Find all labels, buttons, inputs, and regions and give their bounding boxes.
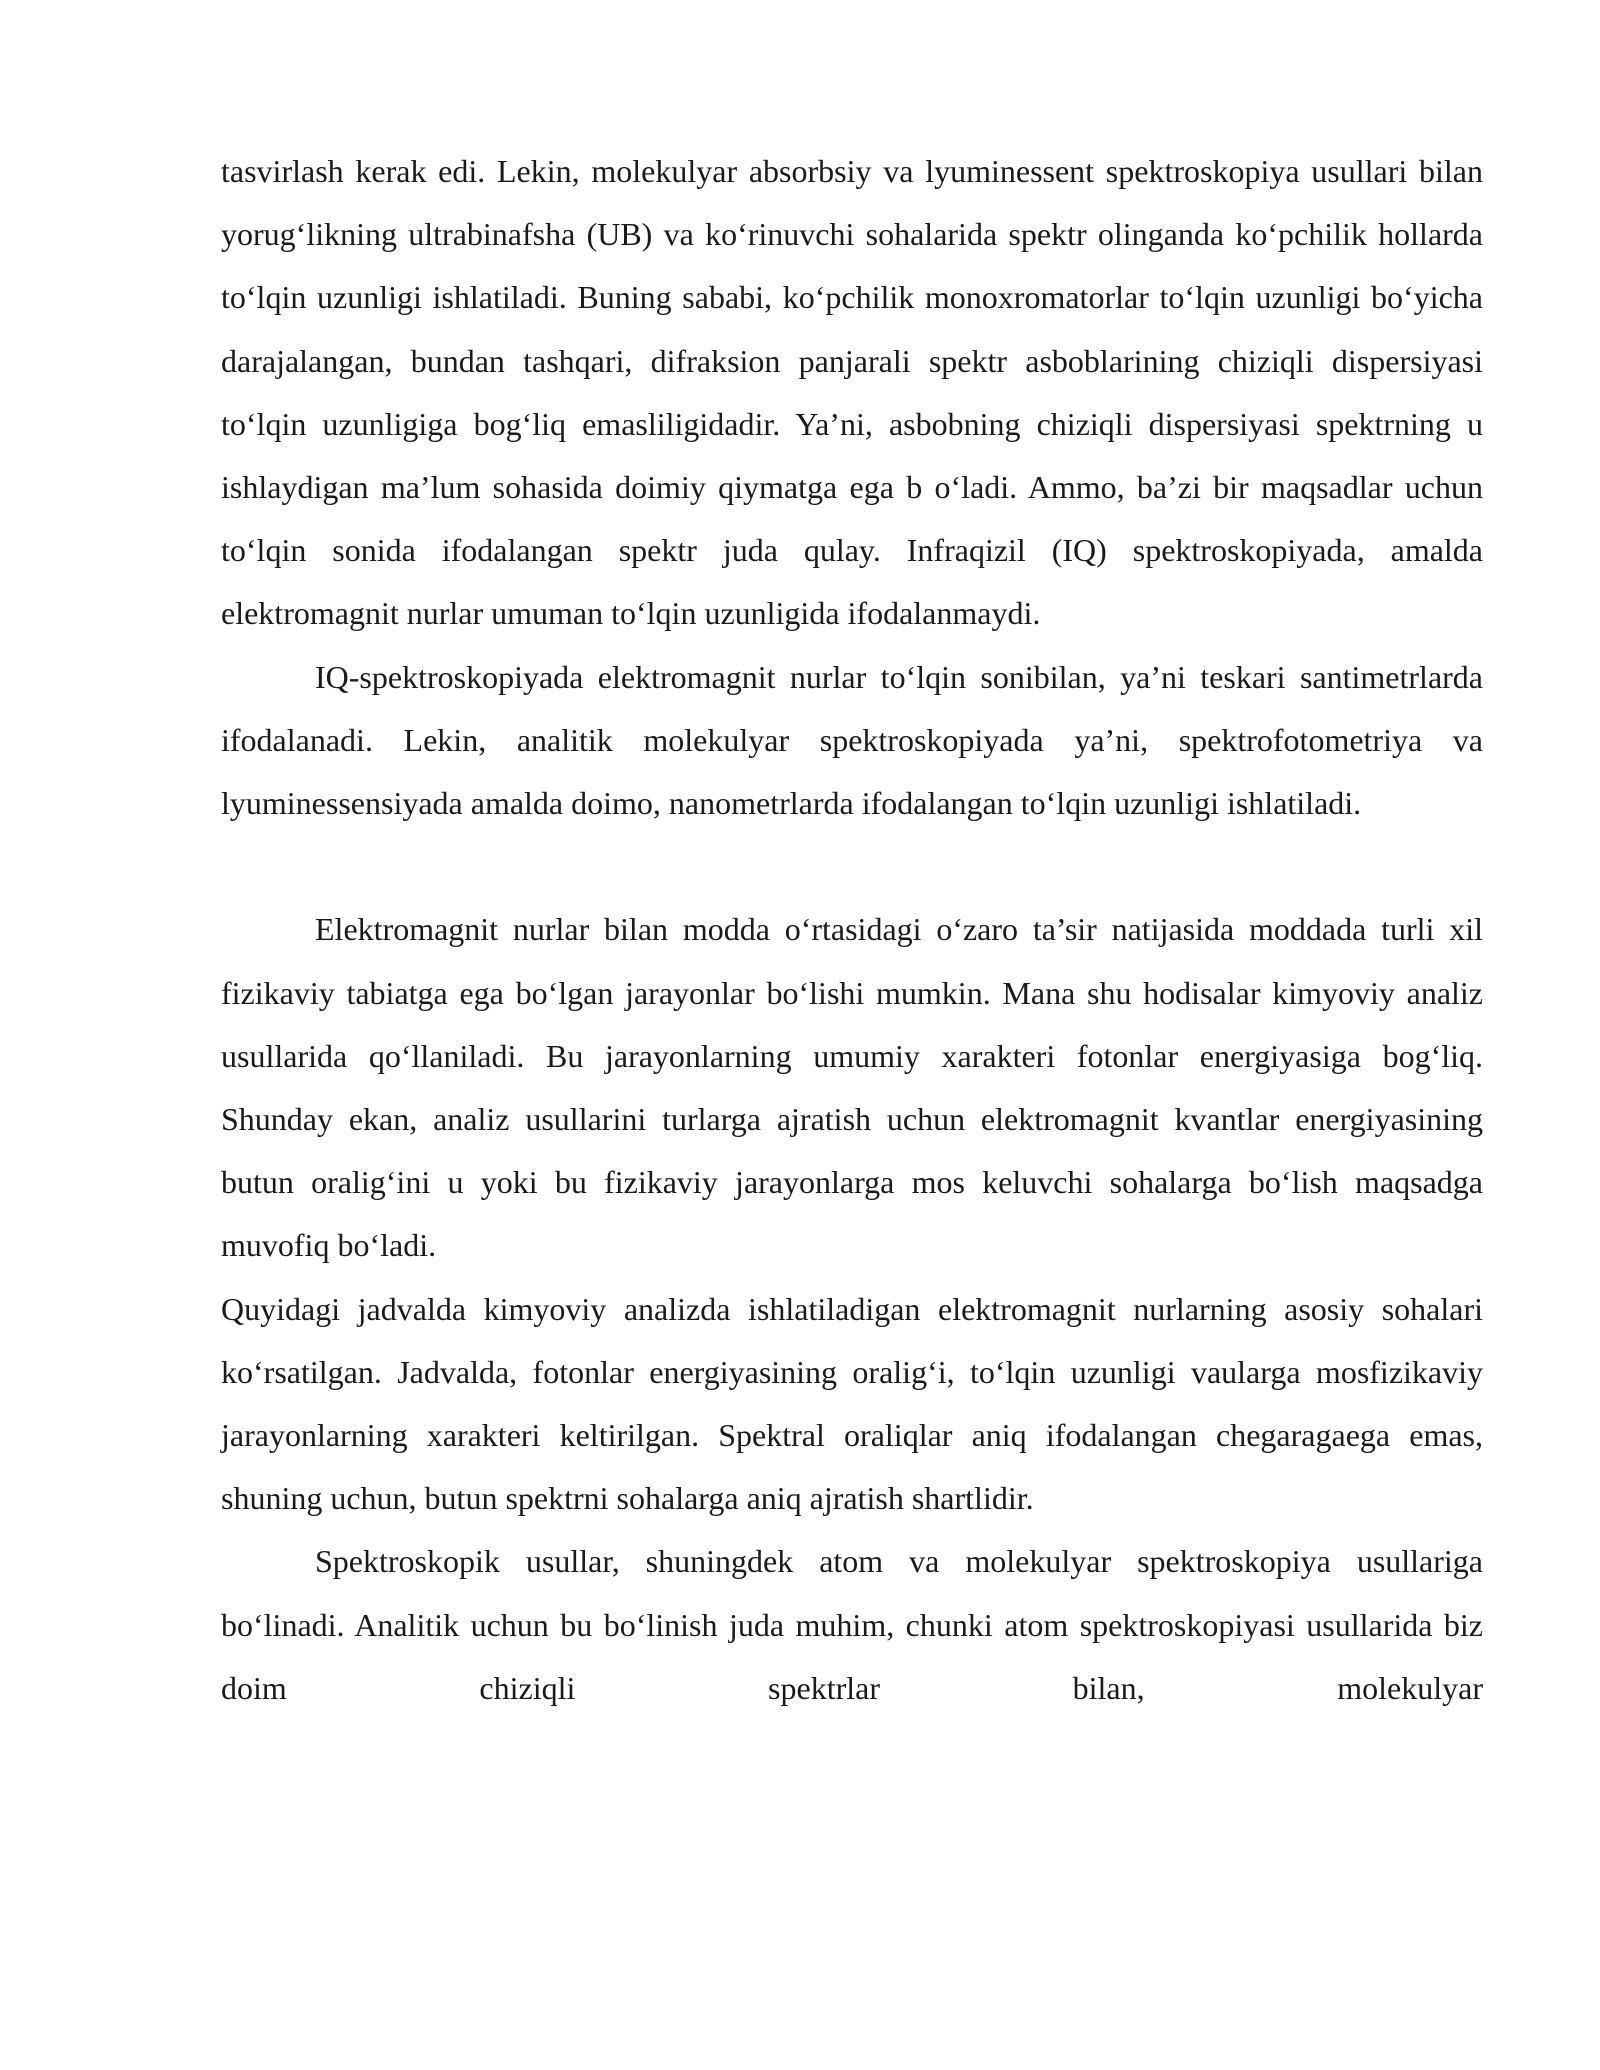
document-body [221,140,1483,1720]
paragraph-2: IQ-spektroskopiyada elektromagnit nurlar to‘lqin sonibilan, ya’ni teskari santimetrlarda ifodalanadi. Lekin, analitik molekulyar spektroskopiyada ya’ni, spektrofotometriya va lyuminessensiyada amalda doimo, nanometrlarda ifodalangan to‘lqin uzunligi ishlatiladi. [221,658,1483,822]
paragraph-spacer [221,835,1483,898]
paragraph-5: Spektroskopik usullar, shuningdek atom va molekulyar spektroskopiya usullariga bo‘linadi. Analitik uchun bu bo‘linish juda muhim, chunki atom spektroskopiyasi usullarida biz doim chiziqli spektrlar bilan, molekulyar [221,1543,1483,1706]
paragraph-3: Elektromagnit nurlar bilan modda o‘rtasidagi o‘zaro ta’sir natijasida moddada turli xil fizikaviy tabiatga ega bo‘lgan jarayonlar bo‘lishi mumkin. Mana shu hodisalar kimyoviy analiz usullarida qo‘llaniladi. Bu jarayonlarning umumiy xarakteri fotonlar energiyasiga bog‘liq. Shunday ekan, analiz usullarini turlarga ajratish uchun elektromagnit kvantlar energiyasining butun oralig‘ini u yoki bu fizikaviy jarayonlarga mos keluvchi sohalarga bo‘lish maqsadga muvofiq bo‘ladi. [221,911,1483,1264]
paragraph-4: Quyidagi jadvalda kimyoviy analizda ishlatiladigan elektromagnit nurlarning asosiy sohalari ko‘rsatilgan. Jadvalda, fotonlar energiyasining oralig‘i, to‘lqin uzunligi vaularga mosfizikaviy jarayonlarning xarakteri keltirilgan. Spektral oraliqlar aniq ifodalangan chegaragaega emas, shuning uchun, butun spektrni sohalarga aniq ajratish shartlidir. [221,1290,1483,1517]
paragraph-1: tasvirlash kerak edi. Lekin, molekulyar absorbsiy va lyuminessent spektroskopiya usullari bilan yorug‘likning ultrabinafsha (UB) va ko‘rinuvchi sohalarida spektr olinganda ko‘pchilik hollarda to‘lqin uzunligi ishlatiladi. Buning sababi, ko‘pchilik monoxromatorlar to‘lqin uzunligi bo‘yicha darajalangan, bundan tashqari, difraksion panjarali spektr asboblarining chiziqli dispersiyasi to‘lqin uzunligiga bog‘liq emasliligidadir. Ya’ni, asbobning chiziqli dispersiyasi spektrning u ishlaydigan ma’lum sohasida doimiy qiymatga ega b o‘ladi. Ammo, ba’zi bir maqsadlar uchun to‘lqin sonida ifodalangan spektr juda qulay. Infraqizil (IQ) spektroskopiyada, amalda elektromagnit nurlar umuman to‘lqin uzunligida ifodalanmaydi. [221,153,1483,632]
